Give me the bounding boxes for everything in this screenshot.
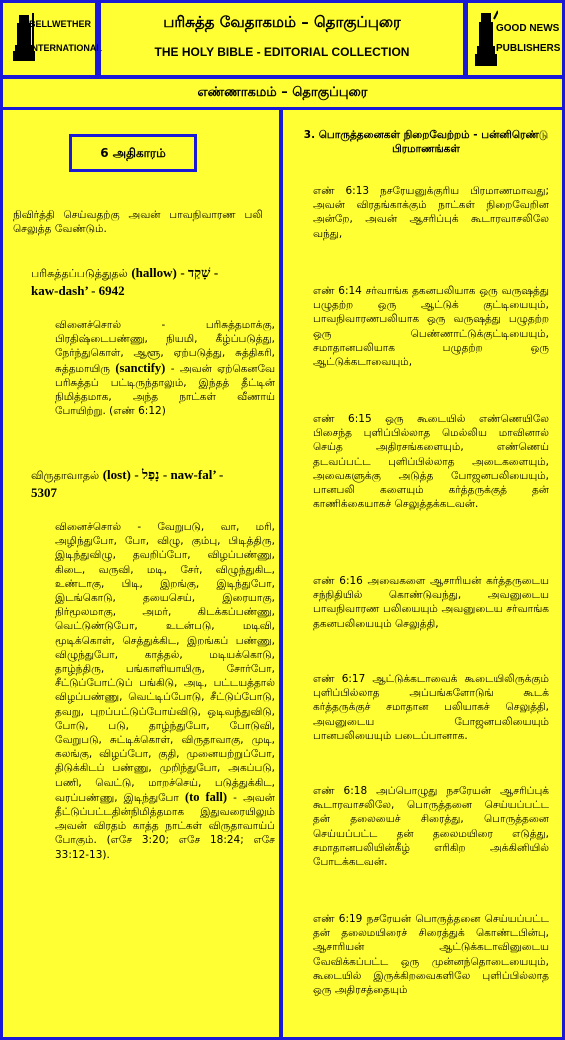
definition-text: வினைச்சொல் - வேறுபடு, வா, மரி, அழிந்துபோ, போ, விழு, கும்பு, பிடித்திரு, இடிந்துவிழு, தவறிப்போ, விழப்பண்ணு, கிடை, வருவி, மடி, சேர், விழுந்துகிட, உண்டாகு, பிடி, இறங்கு, இடிந்துபோ, இடங்கொடு, தயைசெய், இரையாகு, நிர்மூலமாகு, அமர், கிடக்கப்பண்ணு, வெட்டுண்டுபோ, உடன்படு, மடிவி, மூடிக்கொள், செத்துக்கிட, இறங்கப் பண்ணு, விழுந்துபோ, காத்தல், மடியக்கொடு, தாழ்ந்திரு, பங்காளியாயிரு, சோர்போ, சீட்டுப்போட்டுப் பங்கிடு, அடி, பட்டயத்தால் விழப்பண்ணு, வெட்டிப்போடு, சீட்டுப்போடு, தவறு, புறப்பட்டுப்போய்விடு, ஒடிவந்துவிடு, போடு, படு, தாழ்ந்துபோ, போடுவி, வேறுபடு, சுட்டிக்கொள், விருதாவாகு, முடி, கலங்கு, விழப்போ, குதி, முனையற்றுப்போ, திடுக்கிடப் பண்ணு, முறிந்துபோ, அகப்படு, பணி, வெட்டு, மாறச்செய், படுத்துக்கிட, வரப்பண்ணு, இடிந்துபோ [55,521,275,804]
word-english: (sanctify) [115,360,166,375]
definition-text: - அவன் ஏற்கெனவே பரிசுத்தப் பட்டிருந்தாலும், இந்தத் தீட்டின் நிமித்தமாக, அந்த நாட்கள் வீணாய் போயிற்று. (எண் 6:12) [55,362,275,418]
section-title: 3. பொருத்தனைகள் நிறைவேற்றம் - பன்னிரெண்டு பிரமாணங்கள் [303,129,549,155]
verse: எண் 6:13 நசரேயனுக்குரிய பிரமாணமாவது; அவன் விரதங்காக்கும் நாட்கள் நிறைவேறின அன்றே, அவன் ஆசரிப்புக் கூடாரவாசலிலே வந்து, [313,185,549,240]
word-entry-hallow: பரிசுத்தப்படுத்துதல் (hallow) - שָׁקַד - kaw-dash’ - 6942 [31,265,219,298]
logo-right-line1: GOOD NEWS [496,23,560,34]
word-english: (to fall) [184,789,228,804]
page-title-tamil: பரிசுத்த வேதாகமம் – தொகுப்புரை [163,13,401,31]
verse: எண் 6:15 ஒரு கூடையில் எண்ணெயிலே பிசைந்த புளிப்பில்லாத மெல்லிய மாவினால் செய்த அதிரசங்களையும், எண்ணெய் தடவப்பட்ட புளிப்பில்லாத அடைகளையும், அவைகளுக்கு அடுத்த போஜனபலியையும், பானபலி களையும் கர்த்தருக்குத் தன் காணிக்கையாகச் செலுத்தக்கடவன். [313,413,549,511]
word-english: (hallow) [131,265,177,280]
strong-number: 5307 [31,485,57,500]
chapter-label: 6 அதிகாரம் [69,134,197,172]
verse: எண் 6:17 ஆட்டுக்கடாவைக் கூடையிலிருக்கும் புளிப்பில்லாத அப்பங்களோடுங் கூடக் கர்த்தருக்குச் சமாதான பலியாகச் செலுத்தி, அவனுடைய போஜனபலியையும் பானபலியையும் படைப்பானாக. [313,673,549,742]
definition-text: வினைச்சொல் - பரிசுத்தமாக்கு, பிரதிஷ்டைபண்ணு, நியமி, கீழ்ப்படுத்து, நேர்ந்துகொள், ஆளூ, ஏற்படுத்து, சுத்திகரி, சுத்தமாயிரு [55,319,275,375]
page-title-english: THE HOLY BIBLE - EDITORIAL COLLECTION [154,45,410,59]
verse: எண் 6:14 சர்வாங்க தகனபலியாக ஒரு வருஷத்து பழுதற்ற ஒரு ஆட்டுக் குட்டியையும், பாவநிவாரணபலியாக ஒரு வருஷத்து பழுதற்ற ஒரு பெண்ணாட்டுக்குட்டியையும், சமாதானபலியாக பழுதற்ற ஒரு ஆட்டுக்கடாவையும், [313,285,549,369]
definition-text: - அவன் தீட்டுப்பட்டதின்நிமித்தமாக இதுவரையிலும் அவன் விரதம் காத்த நாட்கள் விருதாவாய்ப் போகும். (எசே 3:20; எசே 18:24; எசே 33:12-13). [55,791,275,861]
transliteration: - naw-fal’ - [162,467,224,482]
verse: எண் 6:18 அப்பொழுது நசரேயன் ஆசரிப்புக் கூடாரவாசலிலே, பொருத்தனை செய்யப்பட்ட தன் தலையைச் சிரைத்து, பொருத்தனை செய்யப்பட்ட தன் தலைமயிரை எடுத்து, சமாதானபலியின்கீழ் எரிகிற அக்கினியில் போடக்கடவன். [313,785,549,869]
word-english: (lost) [102,467,131,482]
verse: எண் 6:16 அவைகளை ஆசாரியன் கர்த்தருடைய சந்நிதியில் கொண்டுவந்து, அவனுடைய பாவநிவாரண பலியையும் அவனுடைய சர்வாங்க தகனபலியையும் செலுத்தி, [313,575,549,630]
verse: எண் 6:19 நசரேயன் பொருத்தனை செய்யப்பட்ட தன் தலைமயிரைச் சிரைத்துக் கொண்டபின்பு, ஆசாரியன் ஆட்டுக்கடாவினுடைய வேவிக்கப்பட்ட ஒரு முன்னந்தொடையையும், கூடையில் இருக்கிறவைகளிலே புளிப்பில்லாத ஒரு அதிரசத்தையும் [313,913,549,997]
hebrew-word: נָפַל [141,467,160,482]
logo-left-line1: BELLWETHER [29,19,91,29]
word-entry-lost: விருதாவாதல் (lost) - נָפַל - naw-fal’ - 5307 [31,467,224,500]
word-tamil: விருதாவாதல் [31,469,100,482]
book-subtitle: எண்ணாகமம் – தொகுப்புரை [0,76,565,110]
transliteration: kaw-dash’ - 6942 [31,283,125,298]
hebrew-word: שָׁקַד [187,265,211,280]
word-tamil: பரிசுத்தப்படுத்துதல் [31,267,128,280]
logo-left-line2: INTERNATIONAL [29,43,102,53]
intro-text: நிவிர்த்தி செய்வதற்கு அவன் பாவநிவாரண பலி செலுத்த வேண்டும். [13,209,263,236]
logo-right-line2: PUBLISHERS [496,43,561,54]
